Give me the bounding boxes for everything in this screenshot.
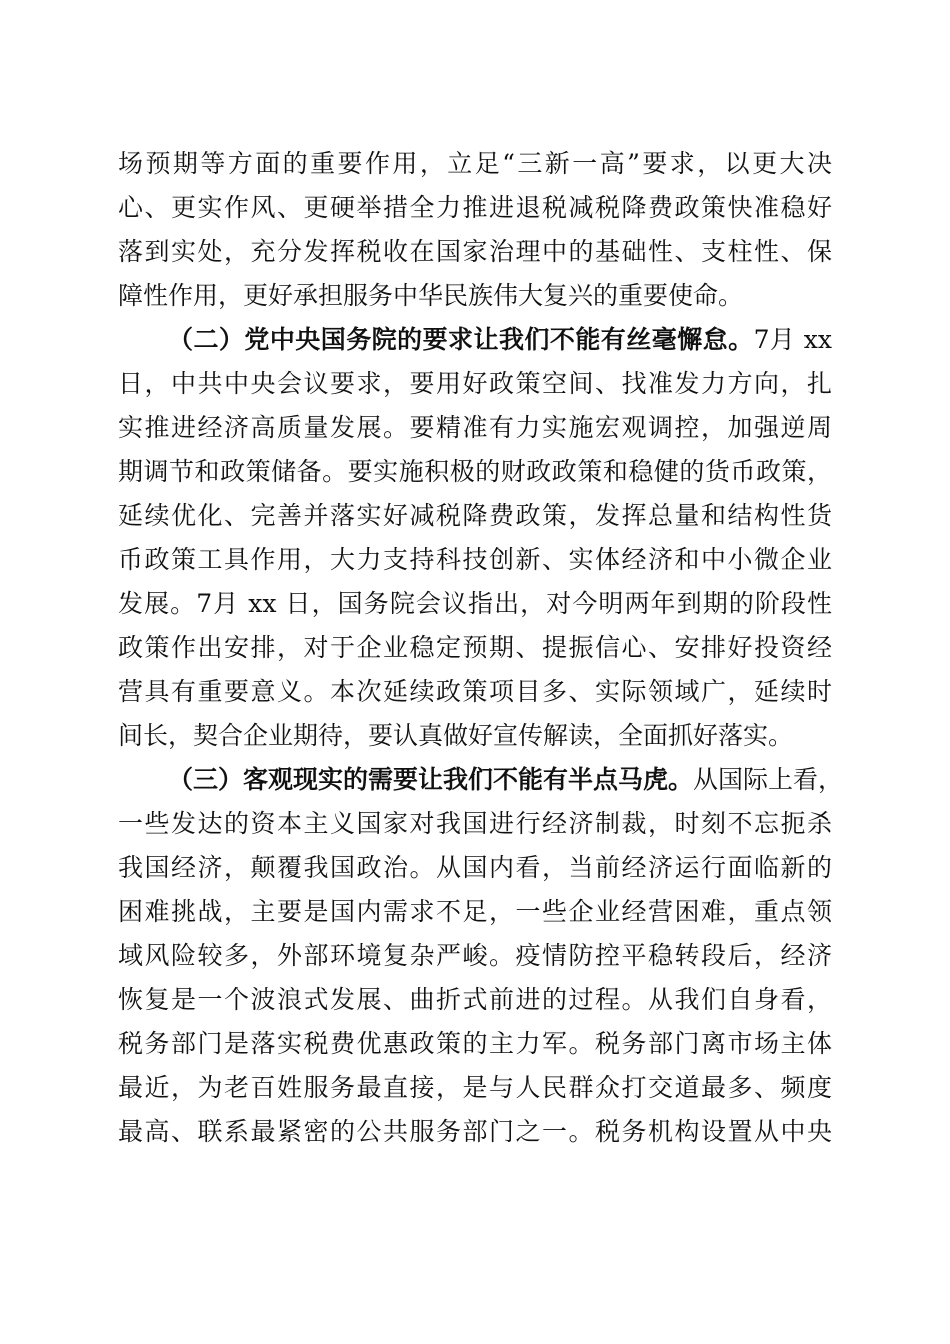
- text-line: 最近，为老百姓服务最直接，是与人民群众打交道最多、频度: [118, 1073, 832, 1102]
- text-line: 障性作用，更好承担服务中华民族伟大复兴的重要使命。: [118, 281, 744, 310]
- text-line: 期调节和政策储备。要实施积极的财政政策和稳健的货币政策，: [118, 457, 832, 486]
- text-line: 税务部门是落实税费优惠政策的主力军。税务部门离市场主体: [118, 1029, 832, 1058]
- text-line: 间长，契合企业期待，要认真做好宣传解读，全面抓好落实。: [118, 721, 794, 750]
- text-fragment: 7月 xx: [753, 325, 832, 354]
- text-line: 一些发达的资本主义国家对我国进行经济制裁，时刻不忘扼杀: [118, 809, 832, 838]
- text-line: 日，中共中央会议要求，要用好政策空间、找准发力方向，扎: [118, 369, 832, 398]
- paragraph-first-line: [168, 322, 832, 358]
- text-line: 营具有重要意义。本次延续政策项目多、实际领域广，延续时: [118, 677, 832, 706]
- text-line: 币政策工具作用，大力支持科技创新、实体经济和中小微企业: [118, 545, 832, 574]
- text-line: 域风险较多，外部环境复杂严峻。疫情防控平稳转段后，经济: [118, 941, 832, 970]
- text-line: 我国经济，颠覆我国政治。从国内看，当前经济运行面临新的: [118, 853, 832, 882]
- text-line: 落到实处，充分发挥税收在国家治理中的基础性、支柱性、保: [118, 237, 832, 266]
- text-line: 恢复是一个波浪式发展、曲折式前进的过程。从我们自身看，: [118, 985, 832, 1014]
- section-heading: （三）客观现实的需要让我们不能有半点马虎。: [168, 765, 694, 794]
- text-line: 延续优化、完善并落实好减税降费政策，发挥总量和结构性货: [118, 501, 832, 530]
- paragraph-first-line: [168, 762, 844, 798]
- text-line: 政策作出安排，对于企业稳定预期、提振信心、安排好投资经: [118, 633, 832, 662]
- text-line: 实推进经济高质量发展。要精准有力实施宏观调控，加强逆周: [118, 413, 832, 442]
- section-heading: （二）党中央国务院的要求让我们不能有丝毫懈怠。: [168, 325, 754, 354]
- text-line: 场预期等方面的重要作用，立足“三新一高”要求，以更大决: [118, 149, 832, 178]
- text-line: 最高、联系最紧密的公共服务部门之一。税务机构设置从中央: [118, 1117, 832, 1146]
- text-line: 心、更实作风、更硬举措全力推进退税减税降费政策快准稳好: [118, 193, 832, 222]
- text-line: 发展。7月 xx 日，国务院会议指出，对今明两年到期的阶段性: [118, 589, 832, 618]
- text-fragment: 从国际上看，: [693, 765, 844, 794]
- text-line: 困难挑战，主要是国内需求不足，一些企业经营困难，重点领: [118, 897, 832, 926]
